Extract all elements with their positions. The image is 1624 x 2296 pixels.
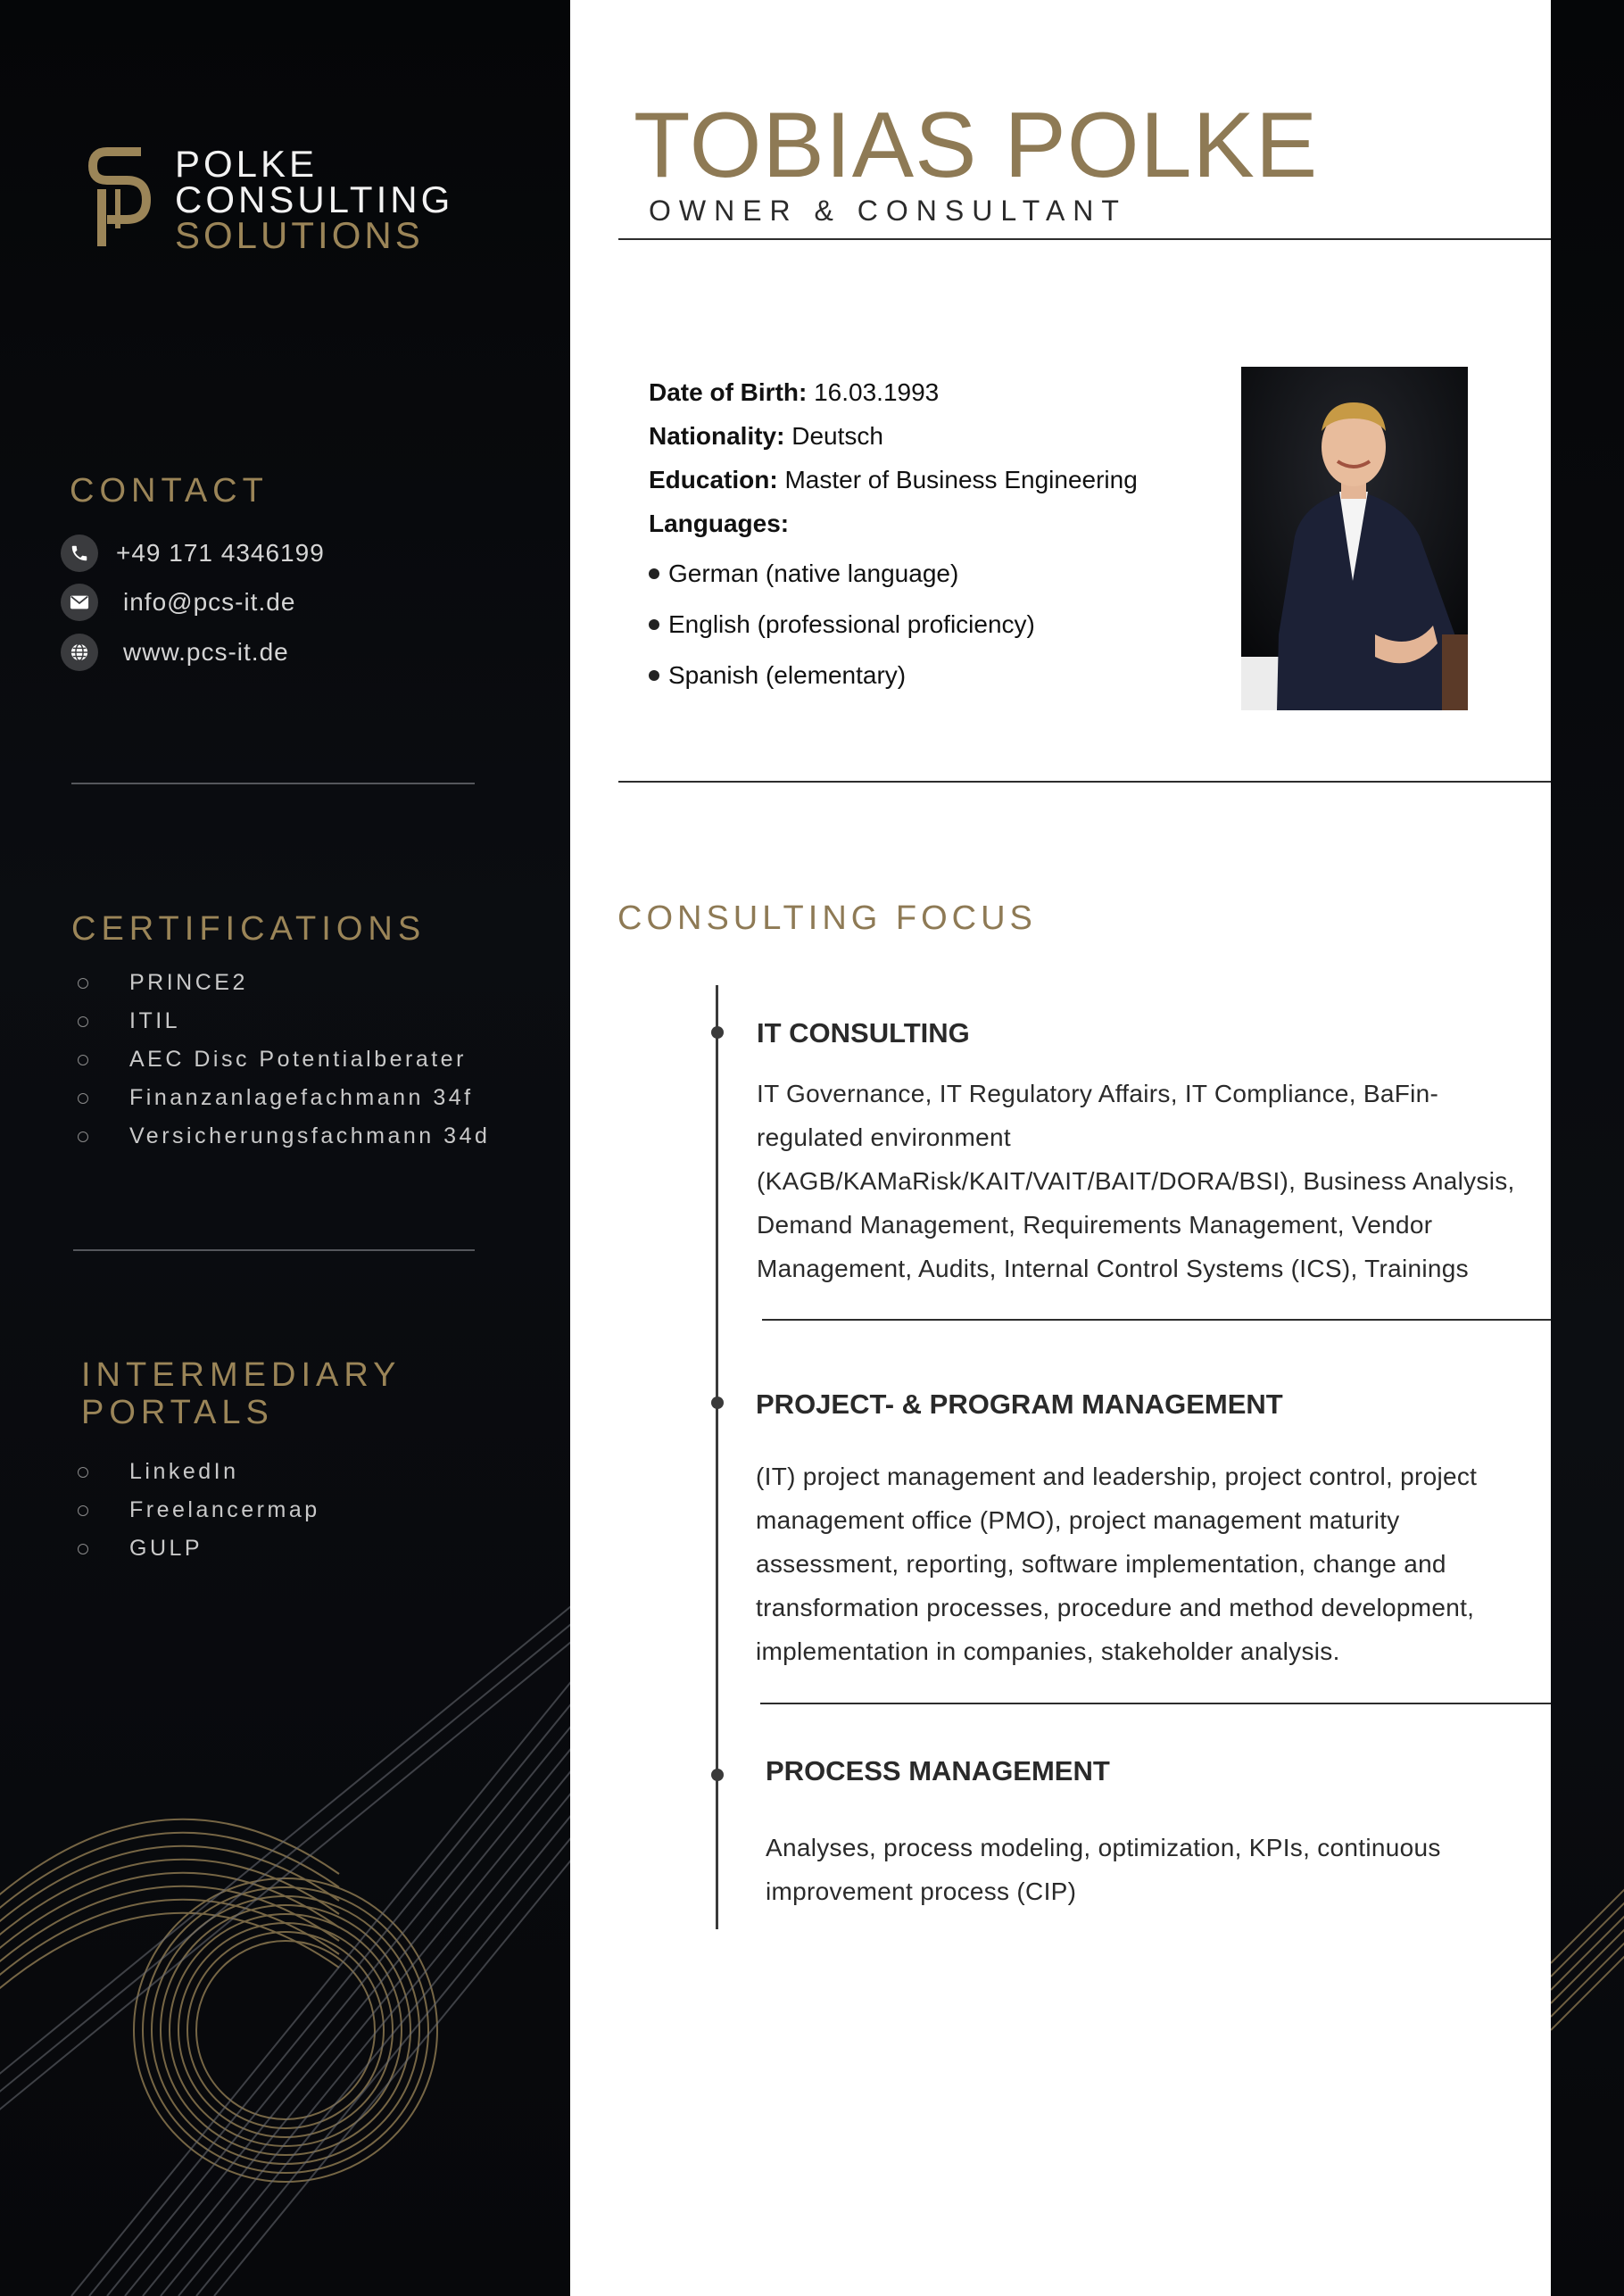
circle-bullet-icon — [78, 1055, 88, 1065]
focus-divider — [762, 1319, 1551, 1321]
circle-bullet-icon — [78, 978, 88, 989]
personal-info — [649, 373, 1138, 700]
right-decorative-strip — [1551, 0, 1624, 2296]
contact-title: CONTACT — [70, 472, 269, 510]
contact-email-text: info@pcs-it.de — [123, 588, 296, 616]
circle-bullet-icon — [78, 1016, 88, 1027]
page-title: TOBIAS POLKE — [634, 94, 1319, 197]
contact-website-text: www.pcs-it.de — [123, 638, 289, 666]
focus-heading-project-management: PROJECT- & PROGRAM MANAGEMENT — [756, 1388, 1283, 1420]
focus-text-it-consulting: IT Governance, IT Regulatory Affairs, IT Compliance, BaFin-regulated environment (KAGB/KAMaRisk/KAIT/VAIT/BAIT/DORA/BSI), Business Analysis, Demand Management, Requirements Management, Vendor Management, Audits, Internal Control Systems (ICS), Trainings — [757, 1080, 1515, 1282]
list-item: ITIL — [78, 1002, 490, 1040]
list-item: English (professional proficiency) — [649, 599, 1138, 650]
dob-row: Date of Birth: 16.03.1993 — [649, 378, 940, 406]
list-item: AEC Disc Potentialberater — [78, 1040, 490, 1079]
contact-email[interactable] — [61, 583, 295, 622]
timeline-line — [716, 985, 718, 1929]
focus-heading-it-consulting: IT CONSULTING — [757, 1017, 970, 1049]
mail-icon — [61, 584, 98, 621]
dot-bullet-icon — [649, 568, 659, 579]
list-item: PRINCE2 — [78, 964, 490, 1002]
logo-mark-icon — [87, 143, 152, 250]
circle-bullet-icon — [78, 1505, 88, 1516]
timeline-dot — [711, 1769, 724, 1781]
certifications-title: CERTIFICATIONS — [71, 910, 427, 948]
job-title: OWNER & CONSULTANT — [649, 195, 1127, 227]
education-row: Education: Master of Business Engineering — [649, 466, 1138, 493]
focus-text-project-management: (IT) project management and leadership, project control, project management office (PMO), project management maturity assessment, reporting, software implementation, change and transformation processes, procedure and method development, implementation in companies, stakeholder analysis. — [756, 1463, 1478, 1665]
gold-lines-decoration — [1551, 0, 1624, 2296]
consulting-focus-title: CONSULTING FOCUS — [617, 899, 1037, 937]
contact-phone-text: +49 171 4346199 — [116, 539, 325, 567]
phone-icon — [61, 535, 98, 572]
sidebar — [0, 0, 570, 2296]
languages-label: Languages: — [649, 510, 790, 537]
portal-item-gulp[interactable]: GULP — [78, 1529, 320, 1568]
timeline-dot — [711, 1397, 724, 1409]
circle-bullet-icon — [78, 1131, 88, 1142]
circle-bullet-icon — [78, 1467, 88, 1478]
dot-bullet-icon — [649, 619, 659, 630]
globe-icon — [61, 634, 98, 671]
logo-text-polke: POLKE — [175, 143, 319, 185]
focus-text-process-management: Analyses, process modeling, optimization, KPIs, continuous improvement process (CIP) — [766, 1834, 1441, 1905]
list-item: Finanzanlagefachmann 34f — [78, 1079, 490, 1117]
logo-text-consulting: CONSULTING — [175, 178, 454, 220]
circle-bullet-icon — [78, 1093, 88, 1104]
sidebar-divider — [71, 783, 475, 784]
profile-photo — [1241, 367, 1468, 710]
timeline-dot — [711, 1026, 724, 1039]
header-divider — [618, 238, 1551, 240]
portal-item-linkedin[interactable]: LinkedIn — [78, 1453, 320, 1491]
portal-item-freelancermap[interactable]: Freelancermap — [78, 1491, 320, 1529]
focus-divider — [760, 1703, 1551, 1704]
portals-list — [78, 1453, 320, 1568]
list-item: German (native language) — [649, 548, 1138, 599]
info-divider — [618, 781, 1551, 783]
focus-heading-process-management: PROCESS MANAGEMENT — [766, 1755, 1110, 1786]
dot-bullet-icon — [649, 670, 659, 681]
contact-phone[interactable] — [61, 534, 325, 573]
list-item: Versicherungsfachmann 34d — [78, 1117, 490, 1156]
list-item: Spanish (elementary) — [649, 650, 1138, 700]
certifications-list — [78, 964, 490, 1156]
portals-title: INTERMEDIARY PORTALS — [81, 1356, 402, 1431]
logo-text-solutions: SOLUTIONS — [175, 214, 424, 256]
nationality-row: Nationality: Deutsch — [649, 422, 883, 450]
sidebar-divider — [73, 1249, 475, 1251]
circle-bullet-icon — [78, 1544, 88, 1554]
contact-website[interactable] — [61, 633, 289, 672]
